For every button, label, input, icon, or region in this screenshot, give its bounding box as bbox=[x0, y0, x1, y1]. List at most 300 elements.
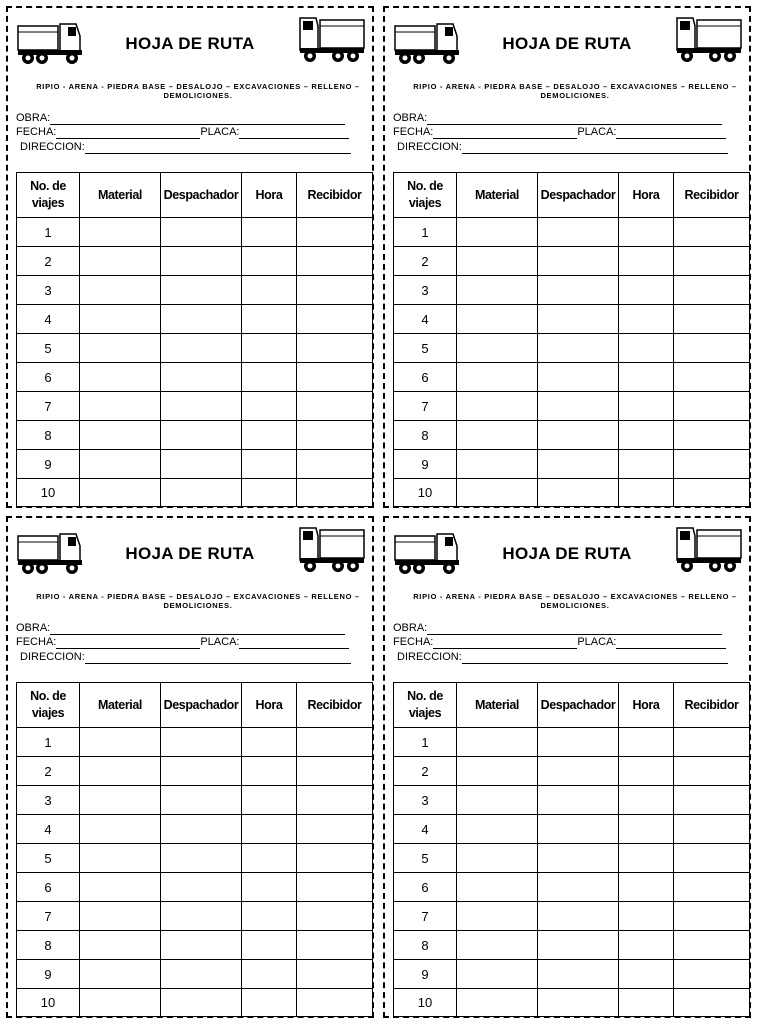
direccion-label: DIRECCION: bbox=[397, 651, 462, 663]
table-row bbox=[394, 247, 750, 276]
table-row bbox=[17, 392, 373, 421]
placa-line[interactable] bbox=[239, 128, 349, 139]
table-cell[interactable] bbox=[161, 844, 242, 873]
obra-label: OBRA: bbox=[393, 112, 428, 124]
table-cell[interactable] bbox=[674, 218, 750, 247]
table-cell[interactable] bbox=[161, 931, 242, 960]
column-header: No. de viajes bbox=[17, 173, 80, 218]
table-cell[interactable] bbox=[619, 960, 674, 989]
table-cell[interactable] bbox=[161, 421, 242, 450]
table-cell[interactable] bbox=[619, 931, 674, 960]
table-cell[interactable] bbox=[457, 450, 538, 479]
column-header: Material bbox=[80, 173, 161, 218]
table-cell[interactable] bbox=[538, 334, 619, 363]
table-cell[interactable] bbox=[619, 844, 674, 873]
table-row bbox=[17, 902, 373, 931]
table-cell[interactable] bbox=[457, 786, 538, 815]
table-cell[interactable] bbox=[242, 334, 297, 363]
fecha-line[interactable] bbox=[433, 638, 577, 649]
trip-number: 7 bbox=[17, 392, 80, 421]
table-row bbox=[394, 305, 750, 334]
table-cell[interactable] bbox=[242, 815, 297, 844]
table-row bbox=[394, 815, 750, 844]
table-cell[interactable] bbox=[538, 728, 619, 757]
table-row bbox=[394, 931, 750, 960]
table-cell[interactable] bbox=[80, 728, 161, 757]
obra-field[interactable] bbox=[16, 112, 345, 125]
table-cell[interactable] bbox=[80, 247, 161, 276]
table-cell[interactable] bbox=[674, 334, 750, 363]
table-cell[interactable] bbox=[242, 844, 297, 873]
table-cell[interactable] bbox=[297, 334, 373, 363]
table-cell[interactable] bbox=[457, 392, 538, 421]
route-sheet-card bbox=[383, 6, 751, 508]
table-cell[interactable] bbox=[242, 786, 297, 815]
table-cell[interactable] bbox=[161, 218, 242, 247]
table-cell[interactable] bbox=[80, 334, 161, 363]
placa-line[interactable] bbox=[616, 638, 726, 649]
table-cell[interactable] bbox=[457, 873, 538, 902]
table-cell[interactable] bbox=[674, 363, 750, 392]
placa-label: PLACA: bbox=[577, 126, 617, 138]
trip-number: 6 bbox=[394, 873, 457, 902]
table-cell[interactable] bbox=[80, 363, 161, 392]
table-cell[interactable] bbox=[161, 363, 242, 392]
column-header: Material bbox=[457, 173, 538, 218]
table-cell[interactable] bbox=[242, 931, 297, 960]
trip-number: 7 bbox=[394, 902, 457, 931]
table-cell[interactable] bbox=[161, 815, 242, 844]
trip-number: 9 bbox=[17, 450, 80, 479]
form-title: HOJA DE RUTA bbox=[125, 34, 255, 53]
table-cell[interactable] bbox=[80, 786, 161, 815]
placa-line[interactable] bbox=[239, 638, 349, 649]
direccion-field[interactable] bbox=[397, 651, 728, 664]
table-cell[interactable] bbox=[619, 815, 674, 844]
table-cell[interactable] bbox=[457, 960, 538, 989]
fecha-label: FECHA: bbox=[16, 126, 57, 138]
table-cell[interactable] bbox=[457, 421, 538, 450]
trip-number: 1 bbox=[394, 218, 457, 247]
table-cell[interactable] bbox=[674, 392, 750, 421]
column-header: Material bbox=[80, 683, 161, 728]
table-cell[interactable] bbox=[674, 960, 750, 989]
table-cell[interactable] bbox=[242, 902, 297, 931]
table-cell[interactable] bbox=[161, 786, 242, 815]
table-cell[interactable] bbox=[80, 305, 161, 334]
table-row bbox=[394, 757, 750, 786]
trip-number: 1 bbox=[394, 728, 457, 757]
table-cell[interactable] bbox=[538, 757, 619, 786]
direccion-line[interactable] bbox=[85, 143, 351, 154]
table-cell[interactable] bbox=[297, 305, 373, 334]
fecha-label: FECHA: bbox=[393, 636, 434, 648]
table-cell[interactable] bbox=[297, 218, 373, 247]
table-cell[interactable] bbox=[538, 421, 619, 450]
column-header: No. de viajes bbox=[17, 683, 80, 728]
table-row bbox=[17, 421, 373, 450]
table-cell[interactable] bbox=[619, 334, 674, 363]
trip-number: 6 bbox=[17, 873, 80, 902]
column-header: Despachador bbox=[538, 173, 619, 218]
table-cell[interactable] bbox=[538, 218, 619, 247]
table-cell[interactable] bbox=[80, 815, 161, 844]
table-cell[interactable] bbox=[674, 902, 750, 931]
table-cell[interactable] bbox=[619, 757, 674, 786]
table-cell[interactable] bbox=[297, 728, 373, 757]
table-cell[interactable] bbox=[242, 757, 297, 786]
table-row bbox=[394, 363, 750, 392]
table-cell[interactable] bbox=[242, 247, 297, 276]
table-cell[interactable] bbox=[80, 960, 161, 989]
table-row bbox=[394, 392, 750, 421]
table-cell[interactable] bbox=[161, 305, 242, 334]
trip-number: 2 bbox=[394, 757, 457, 786]
fecha-label: FECHA: bbox=[16, 636, 57, 648]
table-cell[interactable] bbox=[297, 873, 373, 902]
table-cell[interactable] bbox=[297, 363, 373, 392]
trip-number: 7 bbox=[394, 392, 457, 421]
obra-label: OBRA: bbox=[393, 622, 428, 634]
placa-label: PLACA: bbox=[200, 636, 240, 648]
table-cell[interactable] bbox=[242, 728, 297, 757]
table-cell[interactable] bbox=[674, 757, 750, 786]
column-header: Despachador bbox=[161, 173, 242, 218]
trip-number: 7 bbox=[17, 902, 80, 931]
trip-number: 10 bbox=[394, 989, 457, 1017]
trip-number: 2 bbox=[17, 757, 80, 786]
table-cell[interactable] bbox=[161, 334, 242, 363]
direccion-label: DIRECCION: bbox=[20, 651, 85, 663]
table-cell[interactable] bbox=[674, 247, 750, 276]
table-cell[interactable] bbox=[457, 728, 538, 757]
table-cell[interactable] bbox=[161, 902, 242, 931]
table-cell[interactable] bbox=[674, 450, 750, 479]
fecha-line[interactable] bbox=[56, 128, 200, 139]
table-cell[interactable] bbox=[538, 815, 619, 844]
table-cell[interactable] bbox=[297, 247, 373, 276]
table-cell[interactable] bbox=[297, 844, 373, 873]
table-cell[interactable] bbox=[674, 815, 750, 844]
table-cell[interactable] bbox=[242, 450, 297, 479]
table-row bbox=[394, 989, 750, 1017]
trip-number: 8 bbox=[17, 421, 80, 450]
table-cell[interactable] bbox=[80, 218, 161, 247]
obra-line[interactable] bbox=[50, 114, 345, 125]
table-cell[interactable] bbox=[242, 276, 297, 305]
table-cell[interactable] bbox=[457, 931, 538, 960]
direccion-label: DIRECCION: bbox=[397, 141, 462, 153]
table-cell[interactable] bbox=[674, 276, 750, 305]
table-cell[interactable] bbox=[242, 989, 297, 1017]
table-cell[interactable] bbox=[80, 844, 161, 873]
column-header: Hora bbox=[242, 173, 297, 218]
table-cell[interactable] bbox=[297, 815, 373, 844]
table-cell[interactable] bbox=[242, 960, 297, 989]
table-cell[interactable] bbox=[80, 276, 161, 305]
table-row bbox=[17, 363, 373, 392]
fecha-line[interactable] bbox=[433, 128, 577, 139]
route-sheet-card bbox=[6, 6, 374, 508]
table-row bbox=[394, 902, 750, 931]
table-cell[interactable] bbox=[297, 392, 373, 421]
trip-number: 3 bbox=[17, 276, 80, 305]
table-row bbox=[394, 728, 750, 757]
direccion-field[interactable] bbox=[20, 651, 351, 664]
table-cell[interactable] bbox=[619, 421, 674, 450]
trip-number: 1 bbox=[17, 218, 80, 247]
trip-number: 3 bbox=[394, 276, 457, 305]
table-cell[interactable] bbox=[297, 989, 373, 1017]
form-title: HOJA DE RUTA bbox=[502, 34, 632, 53]
direccion-field[interactable] bbox=[397, 141, 728, 154]
table-cell[interactable] bbox=[619, 392, 674, 421]
trip-number: 5 bbox=[394, 334, 457, 363]
table-cell[interactable] bbox=[538, 450, 619, 479]
trip-number: 9 bbox=[394, 450, 457, 479]
table-cell[interactable] bbox=[538, 960, 619, 989]
table-cell[interactable] bbox=[297, 960, 373, 989]
column-header: Material bbox=[457, 683, 538, 728]
obra-line[interactable] bbox=[427, 624, 722, 635]
trip-number: 8 bbox=[394, 421, 457, 450]
table-cell[interactable] bbox=[538, 392, 619, 421]
table-cell[interactable] bbox=[538, 844, 619, 873]
trip-number: 4 bbox=[394, 815, 457, 844]
trip-number: 8 bbox=[17, 931, 80, 960]
table-row bbox=[17, 218, 373, 247]
table-cell[interactable] bbox=[242, 392, 297, 421]
trip-number: 1 bbox=[17, 728, 80, 757]
table-cell[interactable] bbox=[619, 479, 674, 507]
table-cell[interactable] bbox=[242, 218, 297, 247]
table-row bbox=[17, 728, 373, 757]
table-cell[interactable] bbox=[538, 931, 619, 960]
table-cell[interactable] bbox=[161, 479, 242, 507]
table-cell[interactable] bbox=[80, 931, 161, 960]
table-cell[interactable] bbox=[538, 989, 619, 1017]
trip-number: 4 bbox=[17, 305, 80, 334]
table-cell[interactable] bbox=[538, 902, 619, 931]
obra-field[interactable] bbox=[16, 622, 345, 635]
fecha-line[interactable] bbox=[56, 638, 200, 649]
trip-number: 5 bbox=[394, 844, 457, 873]
trip-number: 9 bbox=[17, 960, 80, 989]
column-header: Recibidor bbox=[297, 173, 373, 218]
table-cell[interactable] bbox=[457, 757, 538, 786]
table-cell[interactable] bbox=[457, 902, 538, 931]
table-header-row bbox=[17, 683, 373, 728]
table-cell[interactable] bbox=[297, 479, 373, 507]
table-cell[interactable] bbox=[674, 421, 750, 450]
direccion-line[interactable] bbox=[85, 653, 351, 664]
table-cell[interactable] bbox=[674, 728, 750, 757]
fecha-field[interactable] bbox=[393, 636, 726, 649]
table-cell[interactable] bbox=[619, 218, 674, 247]
trip-number: 6 bbox=[17, 363, 80, 392]
placa-line[interactable] bbox=[616, 128, 726, 139]
services-list: RIPIO - ARENA - PIEDRA BASE – DESALOJO – EXCAVACIONES – RELLENO – DEMOLICIONES. bbox=[413, 592, 737, 610]
obra-label: OBRA: bbox=[16, 622, 51, 634]
table-cell[interactable] bbox=[457, 276, 538, 305]
table-cell[interactable] bbox=[161, 728, 242, 757]
direccion-line[interactable] bbox=[462, 653, 728, 664]
trip-number: 2 bbox=[394, 247, 457, 276]
route-sheet-card bbox=[383, 516, 751, 1018]
direccion-field[interactable] bbox=[20, 141, 351, 154]
trip-number: 2 bbox=[17, 247, 80, 276]
table-cell[interactable] bbox=[80, 450, 161, 479]
table-cell[interactable] bbox=[161, 757, 242, 786]
table-cell[interactable] bbox=[161, 392, 242, 421]
obra-field[interactable] bbox=[393, 622, 722, 635]
table-cell[interactable] bbox=[80, 902, 161, 931]
table-cell[interactable] bbox=[619, 873, 674, 902]
table-cell[interactable] bbox=[619, 728, 674, 757]
table-cell[interactable] bbox=[538, 305, 619, 334]
table-cell[interactable] bbox=[297, 902, 373, 931]
table-cell[interactable] bbox=[619, 989, 674, 1017]
column-header: No. de viajes bbox=[394, 173, 457, 218]
table-cell[interactable] bbox=[161, 276, 242, 305]
table-cell[interactable] bbox=[674, 989, 750, 1017]
table-cell[interactable] bbox=[538, 479, 619, 507]
table-cell[interactable] bbox=[457, 363, 538, 392]
table-cell[interactable] bbox=[80, 757, 161, 786]
direccion-label: DIRECCION: bbox=[20, 141, 85, 153]
table-cell[interactable] bbox=[457, 247, 538, 276]
obra-line[interactable] bbox=[50, 624, 345, 635]
table-cell[interactable] bbox=[161, 247, 242, 276]
placa-label: PLACA: bbox=[200, 126, 240, 138]
table-cell[interactable] bbox=[297, 450, 373, 479]
column-header: Hora bbox=[242, 683, 297, 728]
trip-number: 3 bbox=[17, 786, 80, 815]
table-cell[interactable] bbox=[538, 363, 619, 392]
column-header: Hora bbox=[619, 173, 674, 218]
table-cell[interactable] bbox=[619, 902, 674, 931]
column-header: Recibidor bbox=[674, 173, 750, 218]
table-cell[interactable] bbox=[538, 247, 619, 276]
route-sheet-card bbox=[6, 516, 374, 1018]
placa-label: PLACA: bbox=[577, 636, 617, 648]
trip-number: 9 bbox=[394, 960, 457, 989]
table-cell[interactable] bbox=[674, 931, 750, 960]
fecha-field[interactable] bbox=[393, 126, 726, 139]
table-cell[interactable] bbox=[674, 786, 750, 815]
trips-table bbox=[16, 682, 373, 1017]
table-cell[interactable] bbox=[242, 305, 297, 334]
table-row bbox=[394, 960, 750, 989]
table-row bbox=[394, 421, 750, 450]
table-cell[interactable] bbox=[457, 989, 538, 1017]
table-cell[interactable] bbox=[297, 757, 373, 786]
table-cell[interactable] bbox=[297, 786, 373, 815]
table-cell[interactable] bbox=[161, 989, 242, 1017]
table-cell[interactable] bbox=[80, 421, 161, 450]
table-cell[interactable] bbox=[242, 421, 297, 450]
table-cell[interactable] bbox=[457, 479, 538, 507]
trips-table bbox=[393, 682, 750, 1017]
obra-field[interactable] bbox=[393, 112, 722, 125]
trip-number: 5 bbox=[17, 844, 80, 873]
trip-number: 10 bbox=[394, 479, 457, 507]
table-cell[interactable] bbox=[161, 873, 242, 902]
table-cell[interactable] bbox=[80, 392, 161, 421]
table-cell[interactable] bbox=[619, 450, 674, 479]
table-cell[interactable] bbox=[161, 960, 242, 989]
table-cell[interactable] bbox=[457, 334, 538, 363]
table-cell[interactable] bbox=[674, 305, 750, 334]
table-row bbox=[394, 786, 750, 815]
table-cell[interactable] bbox=[80, 873, 161, 902]
table-cell[interactable] bbox=[242, 873, 297, 902]
table-cell[interactable] bbox=[297, 931, 373, 960]
table-cell[interactable] bbox=[457, 844, 538, 873]
column-header: Recibidor bbox=[674, 683, 750, 728]
table-cell[interactable] bbox=[619, 276, 674, 305]
fecha-field[interactable] bbox=[16, 636, 349, 649]
obra-line[interactable] bbox=[427, 114, 722, 125]
table-cell[interactable] bbox=[619, 363, 674, 392]
table-row bbox=[394, 479, 750, 507]
trip-number: 5 bbox=[17, 334, 80, 363]
table-row bbox=[17, 334, 373, 363]
column-header: No. de viajes bbox=[394, 683, 457, 728]
services-list: RIPIO - ARENA - PIEDRA BASE – DESALOJO – EXCAVACIONES – RELLENO – DEMOLICIONES. bbox=[413, 82, 737, 100]
table-row bbox=[394, 873, 750, 902]
table-cell[interactable] bbox=[619, 786, 674, 815]
table-cell[interactable] bbox=[457, 815, 538, 844]
table-cell[interactable] bbox=[242, 479, 297, 507]
table-cell[interactable] bbox=[242, 363, 297, 392]
table-row bbox=[17, 305, 373, 334]
fecha-label: FECHA: bbox=[393, 126, 434, 138]
table-cell[interactable] bbox=[161, 450, 242, 479]
table-cell[interactable] bbox=[538, 873, 619, 902]
fecha-field[interactable] bbox=[16, 126, 349, 139]
table-row bbox=[17, 931, 373, 960]
trip-number: 6 bbox=[394, 363, 457, 392]
table-cell[interactable] bbox=[457, 305, 538, 334]
table-cell[interactable] bbox=[457, 218, 538, 247]
trips-table bbox=[393, 172, 750, 507]
table-cell[interactable] bbox=[674, 873, 750, 902]
trip-number: 10 bbox=[17, 479, 80, 507]
services-list: RIPIO - ARENA - PIEDRA BASE – DESALOJO – EXCAVACIONES – RELLENO – DEMOLICIONES. bbox=[36, 82, 360, 100]
table-row bbox=[394, 334, 750, 363]
column-header: Despachador bbox=[538, 683, 619, 728]
table-header-row bbox=[394, 173, 750, 218]
table-cell[interactable] bbox=[80, 479, 161, 507]
trip-number: 8 bbox=[394, 931, 457, 960]
table-cell[interactable] bbox=[619, 247, 674, 276]
table-cell[interactable] bbox=[297, 276, 373, 305]
form-title: HOJA DE RUTA bbox=[502, 544, 632, 563]
table-cell[interactable] bbox=[538, 786, 619, 815]
table-cell[interactable] bbox=[674, 479, 750, 507]
table-row bbox=[394, 450, 750, 479]
table-cell[interactable] bbox=[674, 844, 750, 873]
direccion-line[interactable] bbox=[462, 143, 728, 154]
table-cell[interactable] bbox=[619, 305, 674, 334]
table-cell[interactable] bbox=[297, 421, 373, 450]
table-row bbox=[17, 844, 373, 873]
table-cell[interactable] bbox=[538, 276, 619, 305]
trip-number: 3 bbox=[394, 786, 457, 815]
table-cell[interactable] bbox=[80, 989, 161, 1017]
table-row bbox=[17, 989, 373, 1017]
